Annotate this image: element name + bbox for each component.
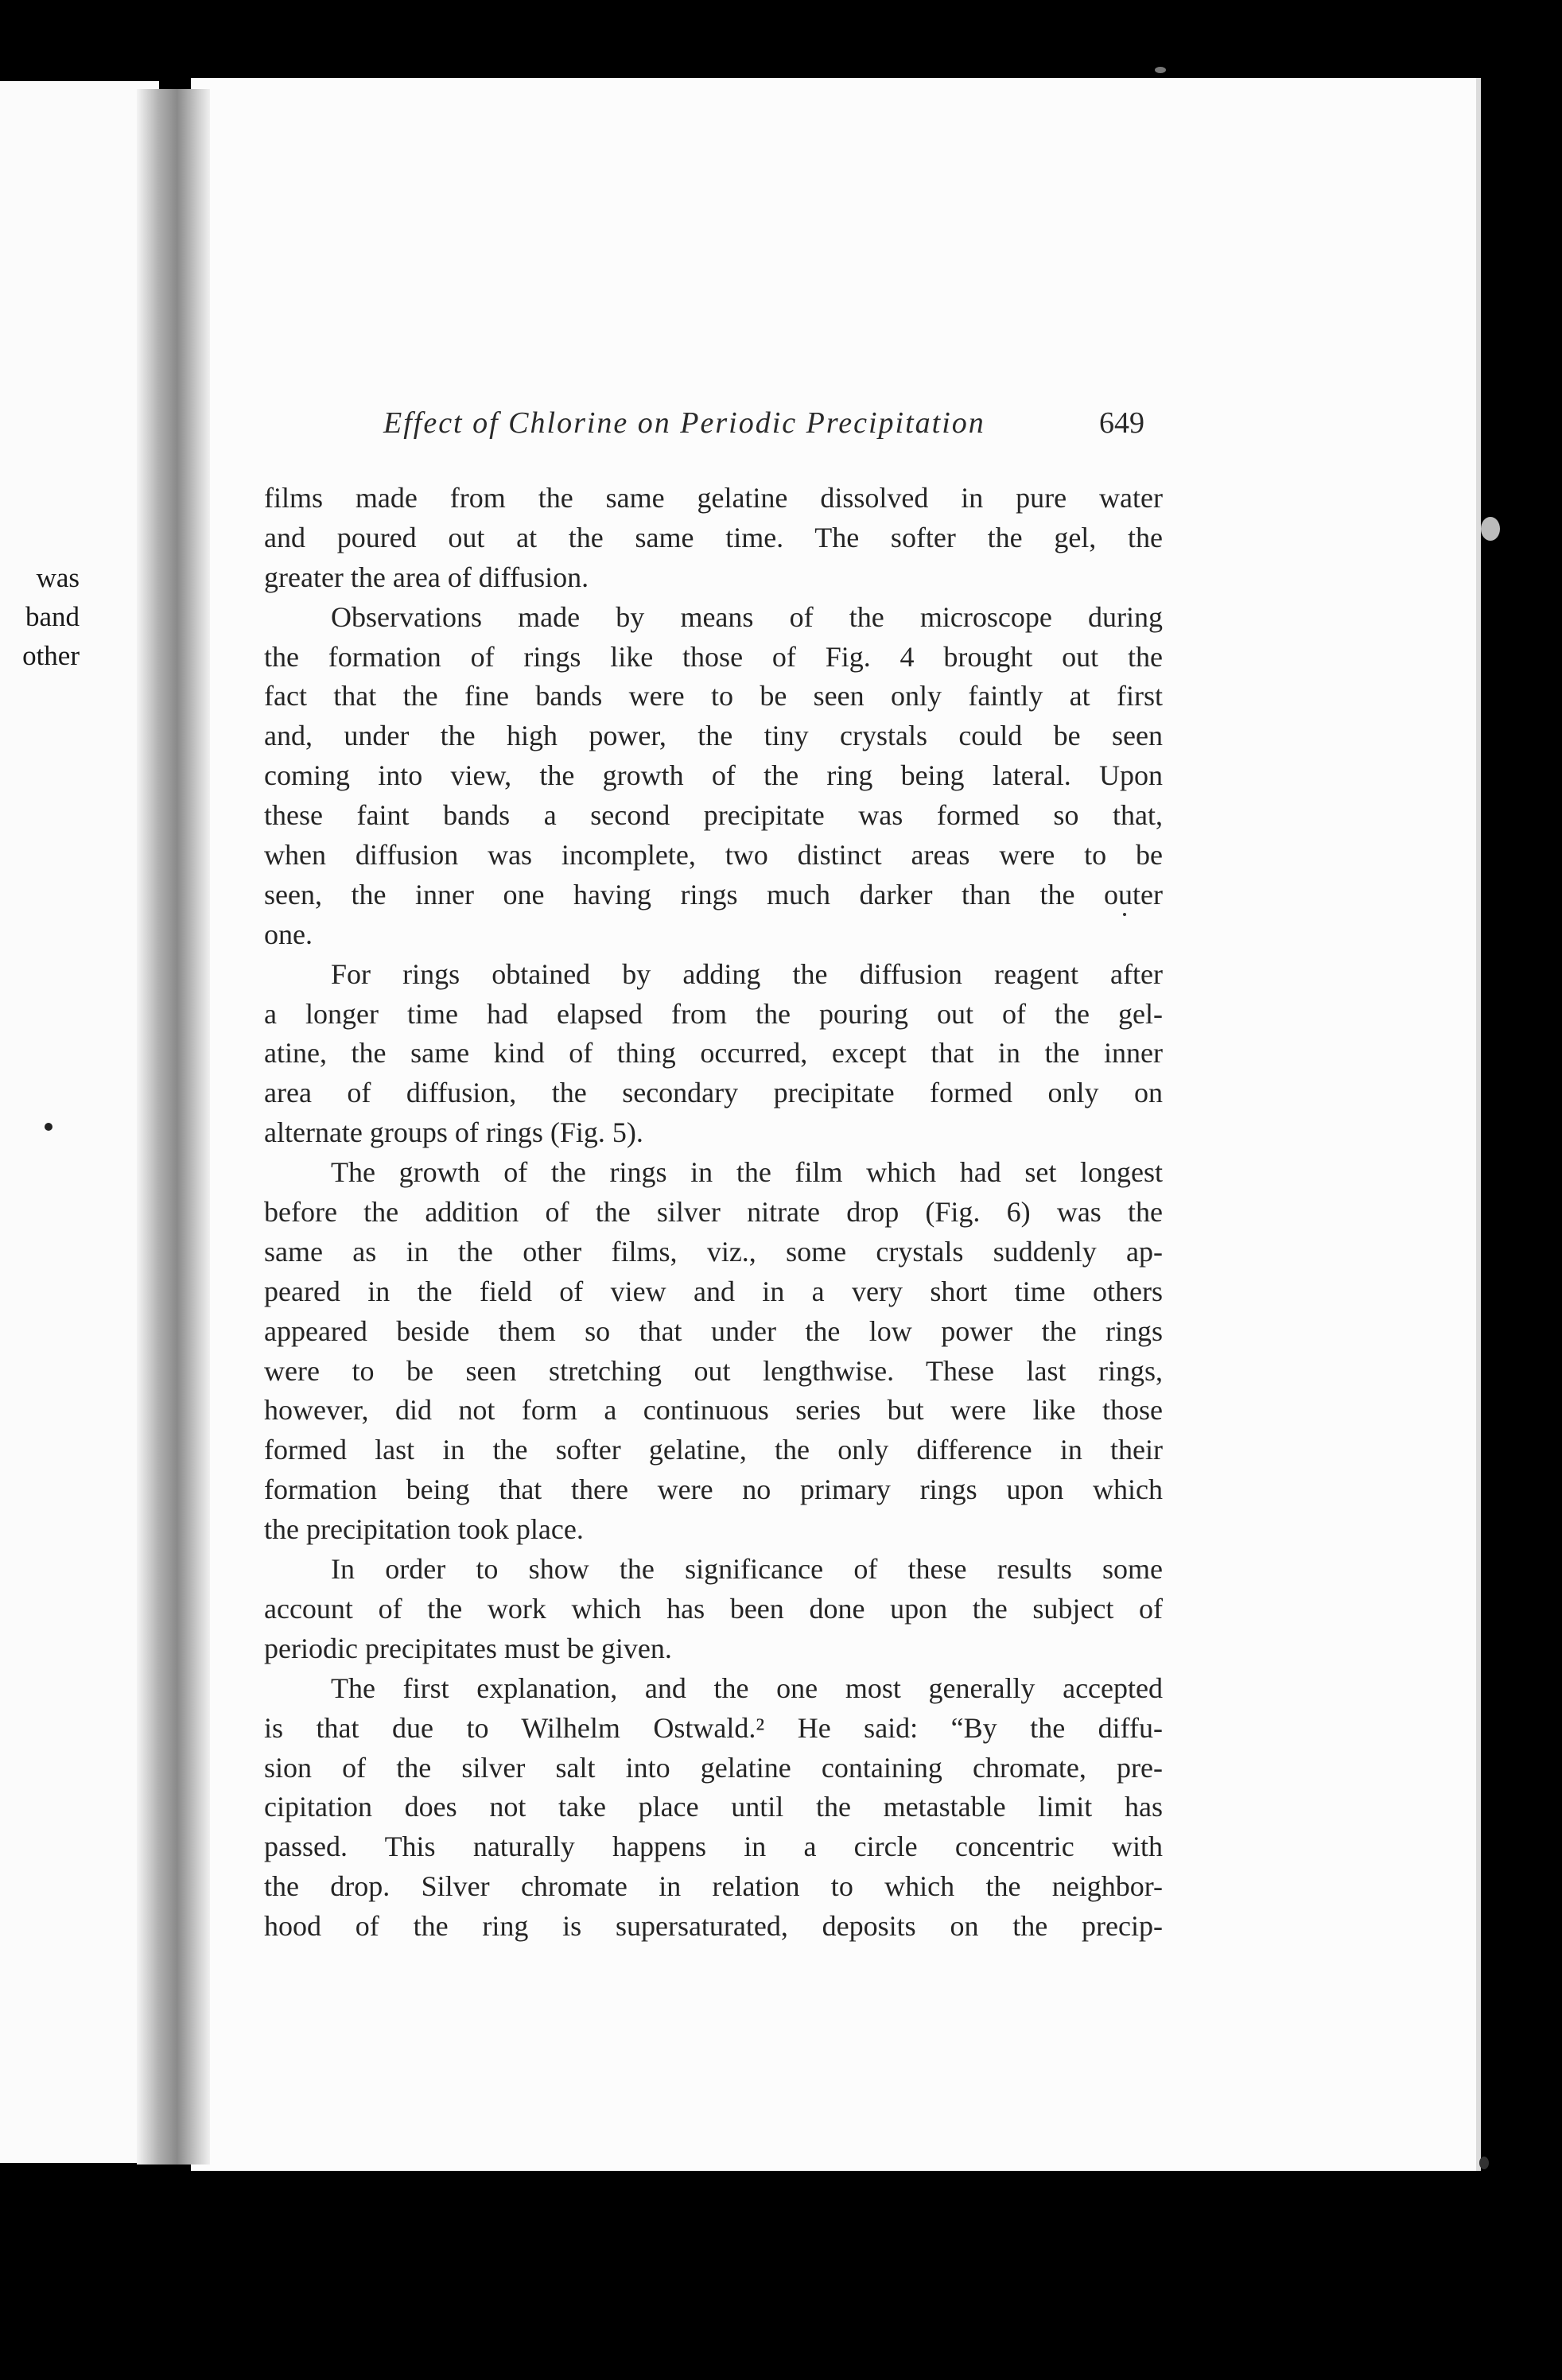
text-line: the drop. Silver chromate in relation to which the neighbor- <box>264 1870 1163 1903</box>
page-edge <box>1476 78 1481 2171</box>
text-line: same as in the other films, viz., some crystals suddenly ap- <box>264 1235 1163 1268</box>
text-line: and poured out at the same time. The softer the gel, the <box>264 521 1163 553</box>
text-line: account of the work which has been done upon the subject of <box>264 1592 1163 1625</box>
ink-dot <box>45 1123 52 1131</box>
text-line: cipitation does not take place until the metastable limit has <box>264 1791 1163 1823</box>
text-line: films made from the same gelatine dissolved in pure water <box>264 482 1163 514</box>
text-line: the precipitation took place. <box>264 1513 584 1546</box>
left-page-text-fragment <box>0 558 80 675</box>
text-line: formation being that there were no primary rings upon which <box>264 1473 1163 1506</box>
scan-speck <box>1155 67 1166 73</box>
left-margin-word: band <box>25 601 80 632</box>
text-line: area of diffusion, the secondary precipitate formed only on <box>264 1077 1163 1109</box>
text-line: before the addition of the silver nitrate drop (Fig. 6) was the <box>264 1196 1163 1229</box>
text-line: Observations made by means of the microscope during <box>331 600 1163 633</box>
text-line: is that due to Wilhelm Ostwald.² He said: “By the diffu- <box>264 1711 1163 1744</box>
scan-speck <box>1123 913 1126 916</box>
text-line: The first explanation, and the one most generally accepted <box>331 1671 1163 1704</box>
text-line: formed last in the softer gelatine, the only difference in their <box>264 1434 1163 1466</box>
text-line: one. <box>264 918 313 950</box>
text-line: greater the area of diffusion. <box>264 561 589 593</box>
text-line: a longer time had elapsed from the pouring out of the gel- <box>264 997 1163 1030</box>
left-page-fragment <box>0 81 159 2163</box>
text-line: appeared beside them so that under the low power the rings <box>264 1314 1163 1347</box>
book-gutter-shadow <box>137 89 210 2165</box>
text-line: For rings obtained by adding the diffusion reagent after <box>331 957 1163 990</box>
body-text <box>264 479 1163 1947</box>
text-line: coming into view, the growth of the ring being lateral. Upon <box>264 759 1163 792</box>
text-line: atine, the same kind of thing occurred, except that in the inner <box>264 1037 1163 1070</box>
text-line: The growth of the rings in the film which had set longest <box>331 1156 1163 1189</box>
text-line: the formation of rings like those of Fig. 4 brought out the <box>264 640 1163 673</box>
text-line: periodic precipitates must be given. <box>264 1632 672 1664</box>
text-line: In order to show the significance of these results some <box>331 1553 1163 1586</box>
text-line: hood of the ring is supersaturated, deposits on the precip- <box>264 1910 1163 1943</box>
text-line: seen, the inner one having rings much darker than the outer <box>264 878 1163 910</box>
text-line: and, under the high power, the tiny crystals could be seen <box>264 720 1163 752</box>
page-number: 649 <box>1099 406 1144 440</box>
scan-speck <box>1479 2157 1489 2169</box>
text-line: sion of the silver salt into gelatine containing chromate, pre- <box>264 1751 1163 1784</box>
scan-speck <box>1481 517 1500 541</box>
text-line: however, did not form a continuous series but were like those <box>264 1394 1163 1427</box>
text-line: when diffusion was incomplete, two distinct areas were to be <box>264 839 1163 872</box>
running-head: Effect of Chlorine on Periodic Precipitation <box>383 406 985 440</box>
text-line: these faint bands a second precipitate was formed so that, <box>264 799 1163 832</box>
text-line: peared in the field of view and in a very short time others <box>264 1275 1163 1307</box>
text-line: alternate groups of rings (Fig. 5). <box>264 1116 643 1149</box>
text-line: passed. This naturally happens in a circle concentric with <box>264 1831 1163 1863</box>
left-margin-word: other <box>22 640 80 671</box>
text-line: were to be seen stretching out lengthwise. These last rings, <box>264 1354 1163 1387</box>
text-line: fact that the fine bands were to be seen only faintly at first <box>264 680 1163 712</box>
left-margin-word: was <box>36 562 80 593</box>
